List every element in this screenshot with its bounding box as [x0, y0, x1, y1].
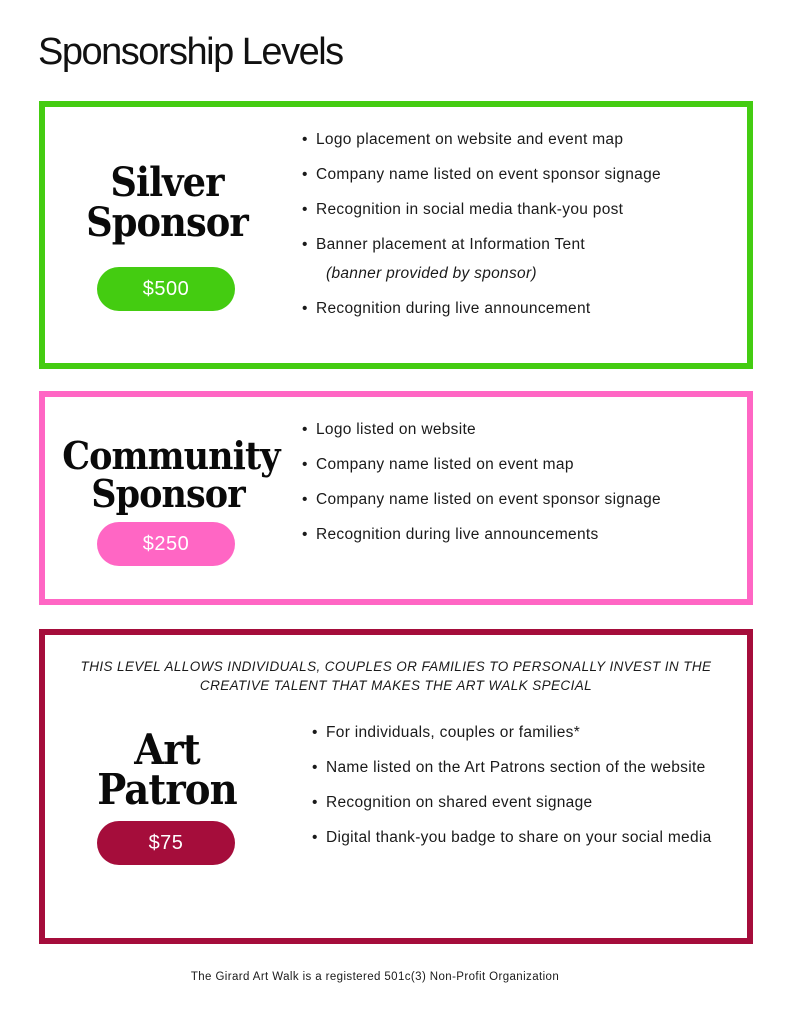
patron-intro-text: THIS LEVEL ALLOWS INDIVIDUALS, COUPLES OR FAMILIES TO PERSONALLY INVEST IN THE CREATIVE TALENT THAT MAKES THE ART WALK SPECIAL: [80, 659, 712, 693]
silver-name-line1: Silver: [110, 159, 224, 206]
list-item: • Recognition on shared event signage: [312, 788, 732, 817]
list-item: • Recognition during live announcement: [302, 294, 742, 323]
silver-price-badge: $500: [97, 267, 235, 311]
patron-name-line2: Patron: [97, 765, 237, 814]
list-item: • For individuals, couples or families*: [312, 718, 732, 747]
community-level-name: [62, 433, 280, 516]
list-item: • Logo placement on website and event map: [302, 125, 742, 154]
silver-benefits-list: [302, 125, 742, 329]
patron-price-badge: $75: [97, 821, 235, 865]
community-sponsor-card: [39, 391, 753, 605]
silver-level-name: [75, 159, 259, 246]
silver-sponsor-card: [39, 101, 753, 369]
community-benefits-list: [302, 415, 742, 555]
silver-name-line2: Sponsor: [86, 199, 248, 246]
list-item: • Company name listed on event map: [302, 450, 742, 479]
list-item: • Company name listed on event sponsor signage: [302, 485, 742, 514]
list-item: • Digital thank-you badge to share on your social media: [312, 823, 732, 852]
list-item: • Recognition in social media thank-you post: [302, 195, 742, 224]
patron-level-name: [75, 725, 259, 814]
list-item: • Banner placement at Information Tent (banner provided by sponsor): [302, 230, 742, 288]
patron-name-line1: Art: [134, 725, 200, 774]
list-item: • Name listed on the Art Patrons section of the website: [312, 753, 732, 782]
patron-benefits-list: [312, 718, 732, 858]
art-patron-card: [39, 629, 753, 944]
community-price-badge: $250: [97, 522, 235, 566]
list-item: • Company name listed on event sponsor signage: [302, 160, 742, 189]
community-name-line2: Sponsor: [91, 471, 245, 516]
footer-note: The Girard Art Walk is a registered 501c(3) Non-Profit Organization: [190, 971, 560, 983]
list-item: • Recognition during live announcements: [302, 520, 742, 549]
community-name-line1: Community: [62, 433, 280, 478]
list-item: • Logo listed on website: [302, 415, 742, 444]
banner-note: (banner provided by sponsor): [326, 265, 537, 282]
page-title: Sponsorship Levels: [38, 31, 343, 73]
